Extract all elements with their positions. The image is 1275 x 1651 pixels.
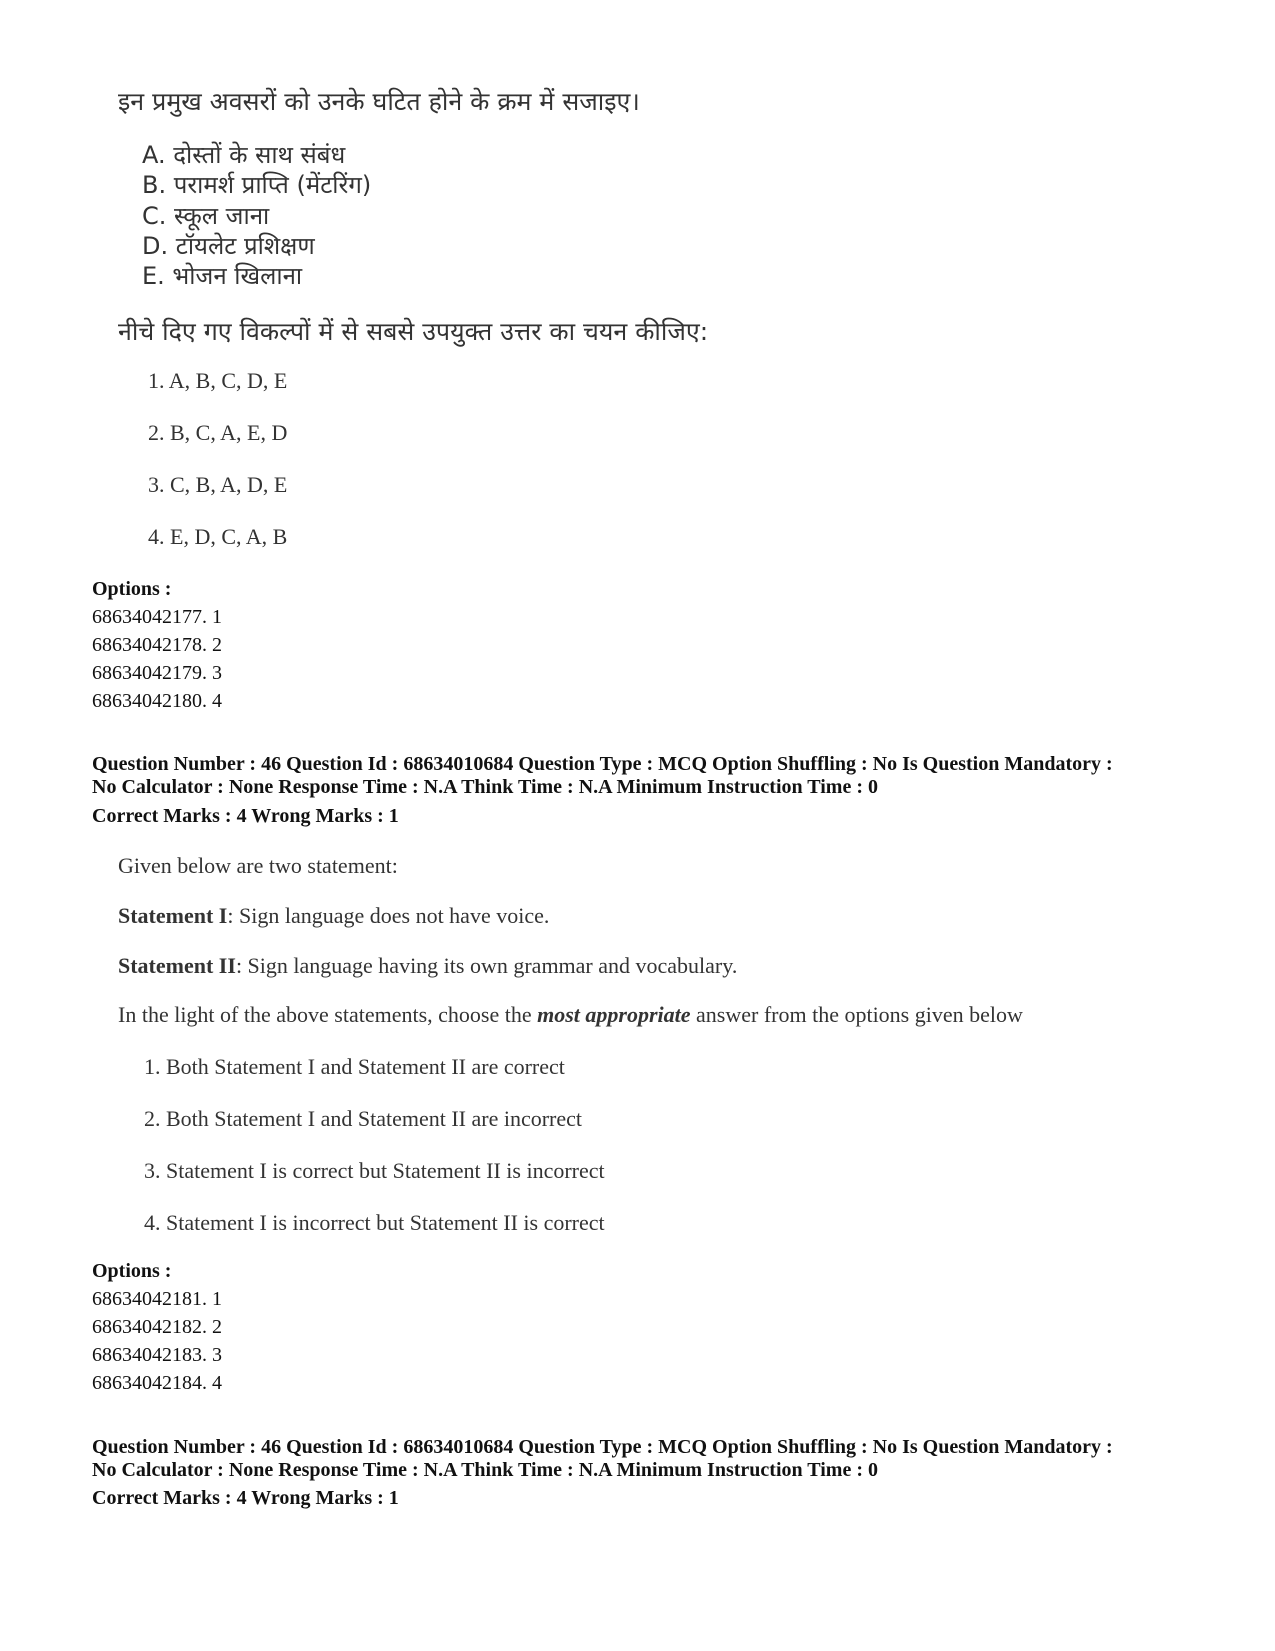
- question-intro: Given below are two statement:: [118, 853, 398, 878]
- instruction-post: answer from the options given below: [690, 1002, 1023, 1027]
- statement-2-text: : Sign language having its own grammar and vocabulary.: [235, 953, 738, 978]
- answer-choice: 2. Both Statement I and Statement II are incorrect: [144, 1106, 583, 1131]
- answer-choice: 4. E, D, C, A, B: [148, 524, 288, 549]
- question-instruction: [118, 1002, 1023, 1028]
- list-item: D. टॉयलेट प्रशिक्षण: [142, 232, 315, 260]
- list-item: A. दोस्तों के साथ संबंध: [142, 141, 346, 169]
- question-prompt: इन प्रमुख अवसरों को उनके घटित होने के क्रम में सजाइए।: [118, 87, 640, 116]
- option-id: 68634042184. 4: [92, 1372, 222, 1394]
- answer-choice: 2. B, C, A, E, D: [148, 420, 288, 445]
- answer-choice: 1. A, B, C, D, E: [148, 368, 288, 393]
- statement-2: [118, 953, 737, 979]
- option-id: 68634042183. 3: [92, 1344, 222, 1366]
- question-instruction: नीचे दिए गए विकल्पों में से सबसे उपयुक्त उत्तर का चयन कीजिए:: [118, 317, 709, 346]
- instruction-emphasis: most appropriate: [537, 1002, 691, 1027]
- list-item: C. स्कूल जाना: [142, 202, 270, 230]
- option-id: 68634042181. 1: [92, 1288, 222, 1310]
- question-meta-line1: Question Number : 46 Question Id : 68634010684 Question Type : MCQ Option Shuffling : No Is Question Mandatory :: [92, 753, 1113, 775]
- question-marks: Correct Marks : 4 Wrong Marks : 1: [92, 805, 399, 827]
- statement-2-label: Statement II: [118, 953, 236, 978]
- question-marks: Correct Marks : 4 Wrong Marks : 1: [92, 1487, 399, 1509]
- question-meta-line2: No Calculator : None Response Time : N.A Think Time : N.A Minimum Instruction Time : 0: [92, 776, 878, 798]
- answer-choice: 4. Statement I is incorrect but Statement II is correct: [144, 1210, 605, 1235]
- answer-choice: 1. Both Statement I and Statement II are correct: [144, 1054, 565, 1079]
- options-label: Options :: [92, 578, 172, 600]
- question-meta-line1: Question Number : 46 Question Id : 68634010684 Question Type : MCQ Option Shuffling : No Is Question Mandatory :: [92, 1436, 1113, 1458]
- options-label: Options :: [92, 1260, 172, 1282]
- list-item: E. भोजन खिलाना: [142, 262, 303, 290]
- question-meta-line2: No Calculator : None Response Time : N.A Think Time : N.A Minimum Instruction Time : 0: [92, 1459, 878, 1481]
- option-id: 68634042177. 1: [92, 606, 222, 628]
- answer-choice: 3. Statement I is correct but Statement II is incorrect: [144, 1158, 605, 1183]
- list-item: B. परामर्श प्राप्ति (मेंटरिंग): [142, 171, 372, 199]
- statement-1: [118, 903, 549, 929]
- statement-1-text: : Sign language does not have voice.: [227, 903, 550, 928]
- option-id: 68634042179. 3: [92, 662, 222, 684]
- statement-1-label: Statement I: [118, 903, 228, 928]
- option-id: 68634042182. 2: [92, 1316, 222, 1338]
- option-id: 68634042180. 4: [92, 690, 222, 712]
- answer-choice: 3. C, B, A, D, E: [148, 472, 288, 497]
- instruction-pre: In the light of the above statements, choose the: [118, 1002, 538, 1027]
- option-id: 68634042178. 2: [92, 634, 222, 656]
